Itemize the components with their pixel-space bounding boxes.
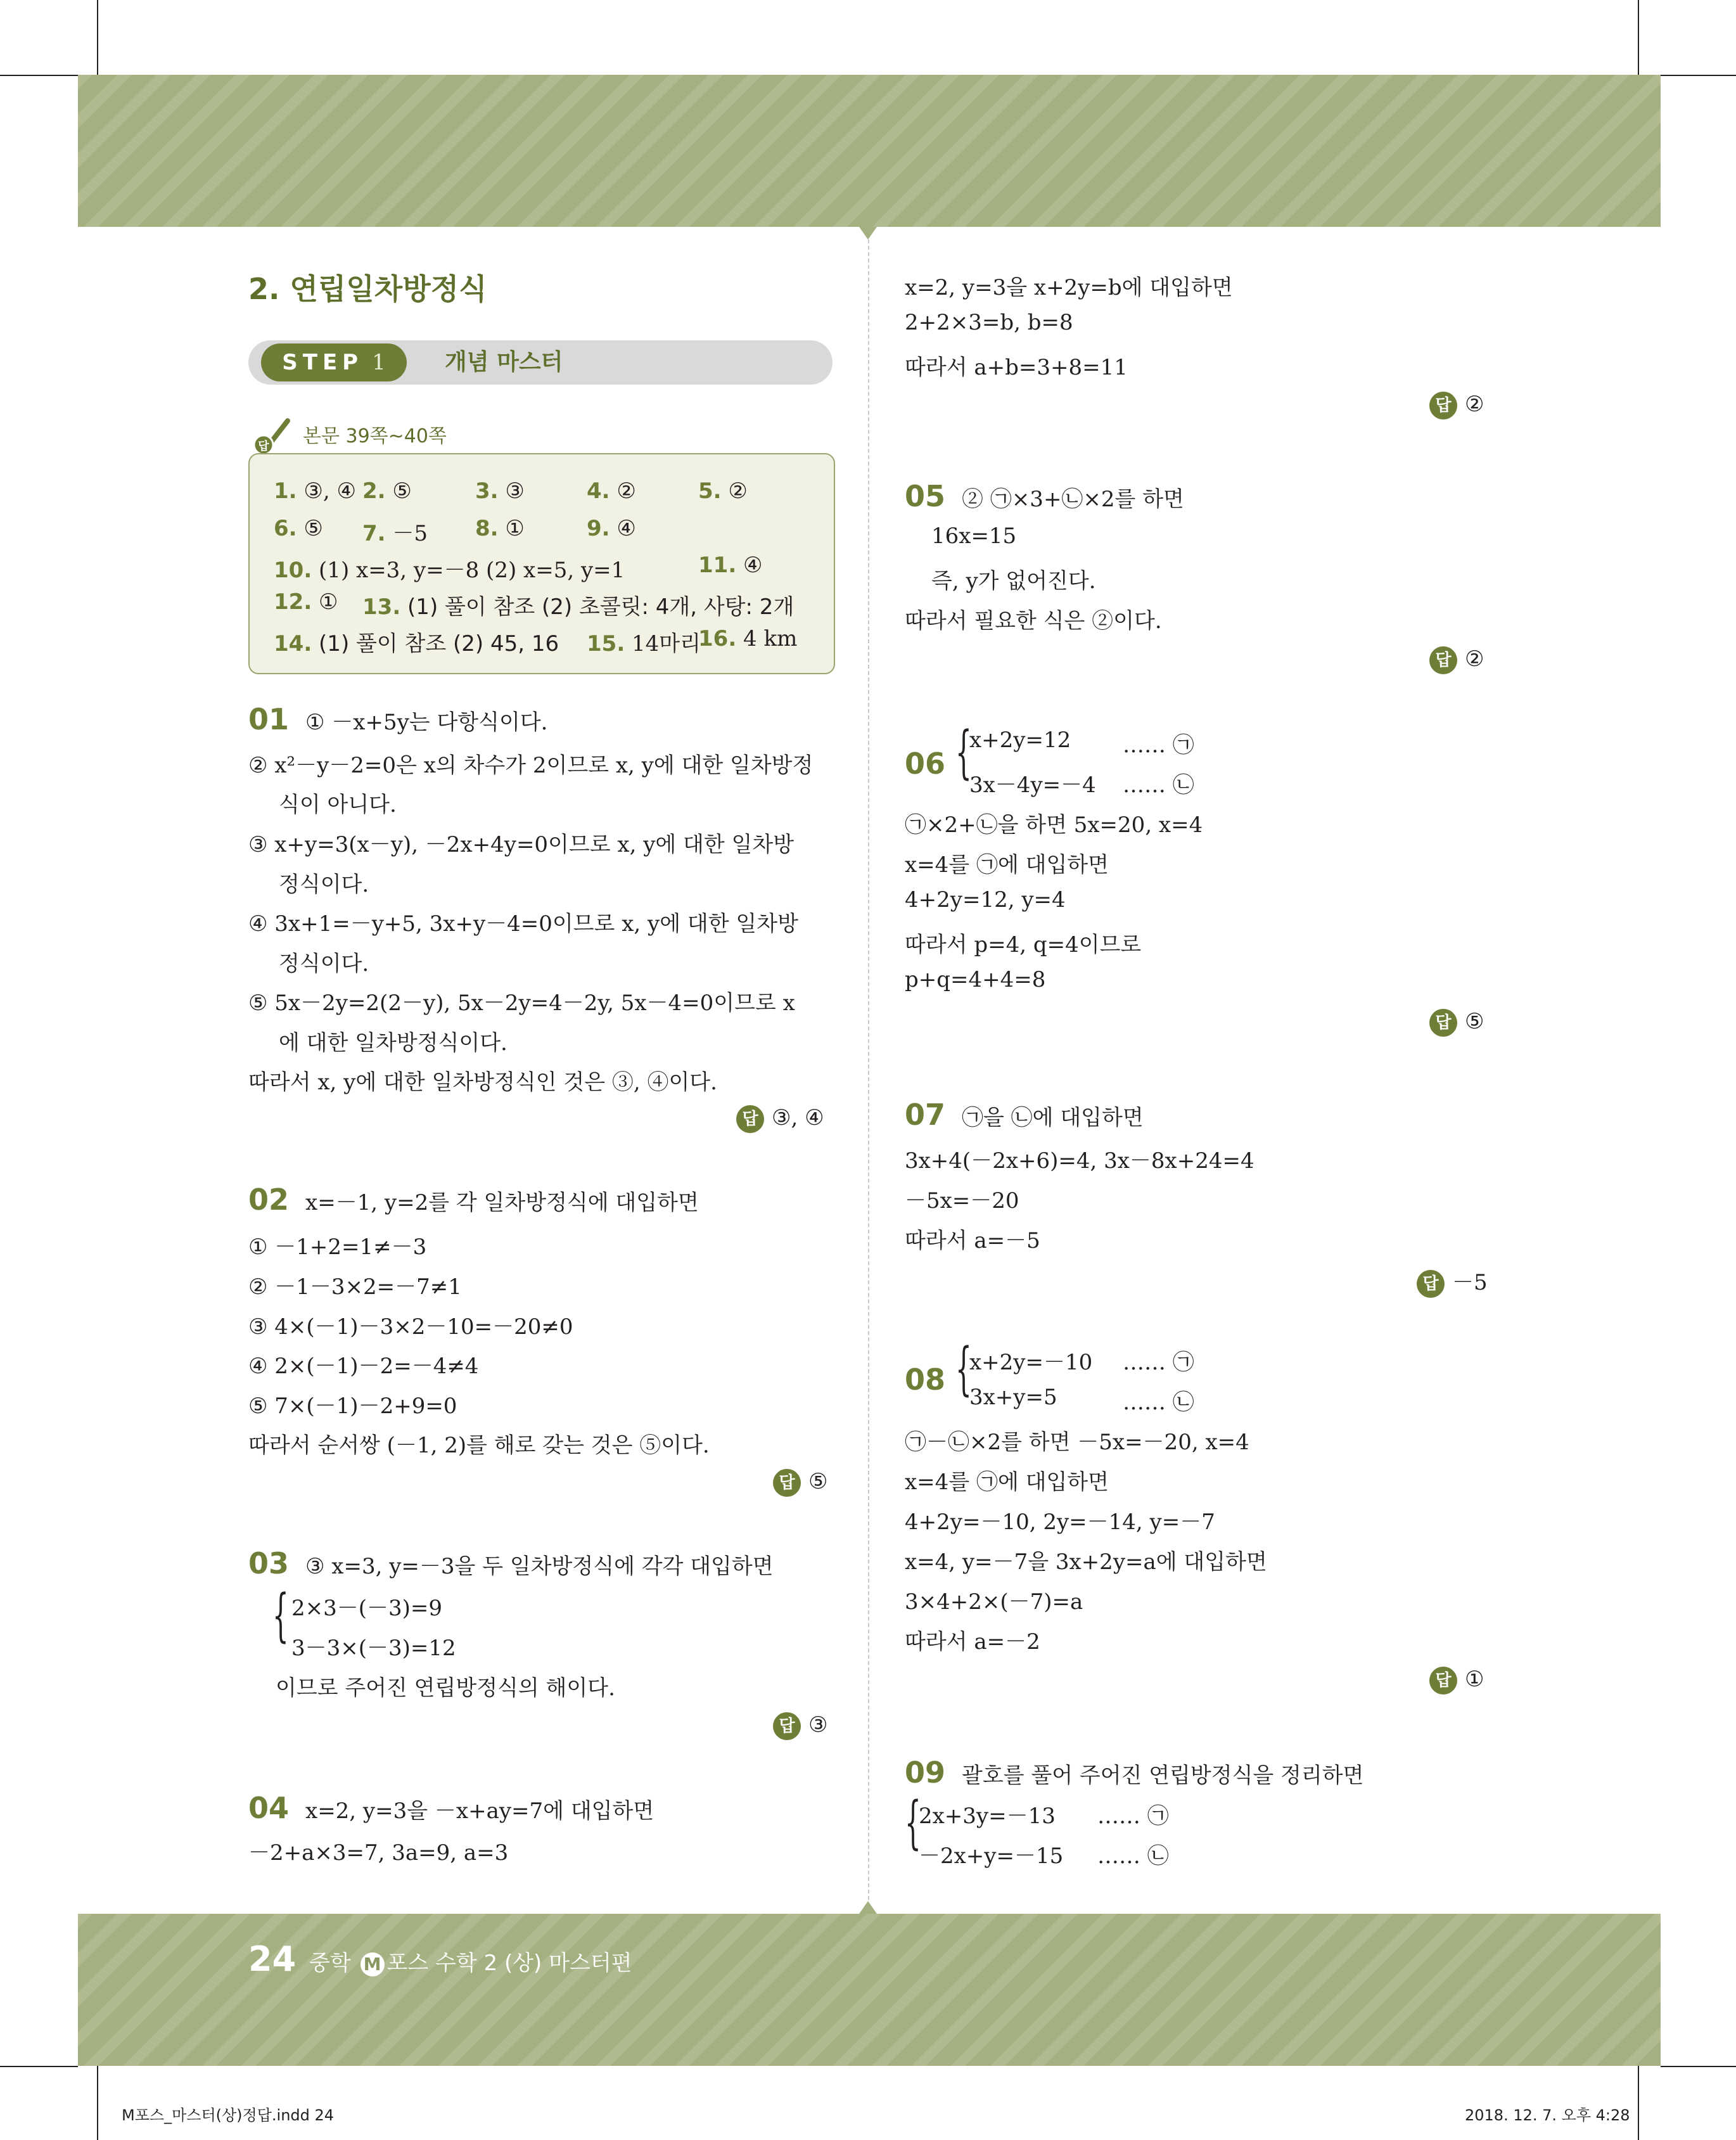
- solution-line: 따라서 p=4, q=4이므로: [905, 932, 1142, 958]
- question-number: 02: [248, 1182, 290, 1217]
- question-05-line: 05 ② ㉠×3+㉡×2를 하면: [905, 479, 1184, 513]
- step-pill: [261, 343, 407, 381]
- step-name: 개념 마스터: [445, 349, 563, 375]
- crop-mark: [0, 2066, 78, 2067]
- question-03-line: 03 ③ x=3, y=－3을 두 일차방정식에 각각 대입하면: [248, 1546, 774, 1580]
- system-tag: …… ㉡: [1123, 772, 1194, 798]
- solution-line: 따라서 순서쌍 (－1, 2)를 해로 갖는 것은 ⑤이다.: [248, 1433, 710, 1458]
- answer-badge: 답: [736, 1105, 764, 1133]
- footer-banner: [78, 1914, 1661, 2066]
- solution-line: ③ x+y=3(x－y), －2x+4y=0이므로 x, y에 대한 일차방: [248, 832, 795, 857]
- system-equation: 3x+y=5: [969, 1385, 1057, 1410]
- solution-line: 따라서 필요한 식은 ②이다.: [905, 608, 1162, 634]
- solution-line: ④ 3x+1=－y+5, 3x+y－4=0이므로 x, y에 대한 일차방: [248, 911, 798, 937]
- solution-line: 따라서 a=－5: [905, 1228, 1040, 1253]
- step-bar: [248, 340, 833, 385]
- solution-line: ⑤ 7×(－1)－2+9=0: [248, 1394, 457, 1419]
- step-label: STEP: [282, 350, 364, 375]
- solution-line: 2+2×3=b, b=8: [905, 310, 1073, 335]
- system-brace: {: [272, 1582, 289, 1649]
- system-equation: －2x+y=－15: [919, 1843, 1064, 1869]
- crop-mark: [1638, 0, 1639, 75]
- solution-line: ㉠×2+㉡을 하면 5x=20, x=4: [905, 812, 1203, 838]
- solution-line: x=4를 ㉠에 대입하면: [905, 852, 1109, 878]
- system-equation: x+2y=12: [969, 727, 1071, 753]
- slug-date: 2018. 12. 7. 오후 4:28: [1465, 2106, 1630, 2124]
- solution-line: 따라서 x, y에 대한 일차방정식인 것은 ③, ④이다.: [248, 1070, 717, 1095]
- system-equation: 2×3－(－3)=9: [291, 1596, 443, 1621]
- solution-line: ② －1－3×2=－7≠1: [248, 1274, 462, 1300]
- solution-line: 따라서 a+b=3+8=11: [905, 355, 1128, 380]
- book-title: 중학 M 포스 수학 2 (상) 마스터편: [309, 1951, 632, 1976]
- system-tag: …… ㉠: [1123, 1350, 1194, 1375]
- answer-badge: 답: [1429, 392, 1457, 420]
- question-07-line: 07 ㉠을 ㉡에 대입하면: [905, 1098, 1144, 1132]
- solution-line: x=4, y=－7을 3x+2y=a에 대입하면: [905, 1549, 1267, 1575]
- solution-line: 식이 아니다.: [279, 792, 397, 817]
- solution-line: ④ 2×(－1)－2=－4≠4: [248, 1354, 479, 1379]
- question-number: 03: [248, 1546, 290, 1580]
- solution-line: p+q=4+4=8: [905, 967, 1046, 992]
- question-number: 04: [248, 1791, 290, 1825]
- answer-icon-label: 답: [258, 440, 269, 453]
- answer-mark: 답 ⑤: [1429, 1009, 1484, 1037]
- section-title: 2. 연립일차방정식: [248, 272, 487, 306]
- system-equation: 2x+3y=－13: [919, 1804, 1056, 1829]
- divider-notch-top: [859, 227, 877, 240]
- solution-line: 즉, y가 없어진다.: [931, 568, 1096, 594]
- solution-line: 3x+4(－2x+6)=4, 3x－8x+24=4: [905, 1148, 1254, 1174]
- solution-line: ② x²－y－2=0은 x의 차수가 2이므로 x, y에 대한 일차방정: [248, 753, 814, 778]
- crop-mark: [0, 75, 78, 76]
- step-number: 1: [372, 350, 386, 375]
- solution-line: 에 대한 일차방정식이다.: [279, 1030, 507, 1056]
- question-number: 09: [905, 1755, 946, 1790]
- question-number: 08: [905, 1362, 946, 1397]
- solution-line: 4+2y=12, y=4: [905, 887, 1066, 913]
- column-divider: [868, 233, 869, 1906]
- solution-line: 정식이다.: [279, 872, 369, 897]
- solution-line: ㉠－㉡×2를 하면 －5x=－20, x=4: [905, 1430, 1249, 1455]
- solution-line: ⑤ 5x－2y=2(2－y), 5x－2y=4－2y, 5x－4=0이므로 x: [248, 990, 795, 1016]
- answer-badge: 답: [1429, 646, 1457, 674]
- solution-line: －5x=－20: [905, 1188, 1019, 1214]
- solution-line: x=2, y=3을 x+2y=b에 대입하면: [905, 275, 1233, 300]
- question-04-line: 04 x=2, y=3을 －x+ay=7에 대입하면: [248, 1791, 654, 1825]
- crop-mark: [97, 2066, 98, 2140]
- crop-mark: [1638, 2066, 1639, 2140]
- system-equation: 3x－4y=－4: [969, 772, 1096, 798]
- answer-badge: 답: [773, 1712, 801, 1740]
- solution-line: 16x=15: [931, 523, 1017, 549]
- solution-line: 3×4+2×(－7)=a: [905, 1589, 1083, 1615]
- question-number: 05: [905, 479, 946, 513]
- solution-line: 따라서 a=－2: [905, 1629, 1040, 1655]
- solution-line: ① －1+2=1≠－3: [248, 1234, 427, 1260]
- system-brace: {: [955, 719, 972, 786]
- crop-mark: [1661, 2066, 1736, 2067]
- system-equation: x+2y=－10: [969, 1350, 1093, 1375]
- question-02-line: 02 x=－1, y=2를 각 일차방정식에 대입하면: [248, 1182, 699, 1217]
- question-number: 06: [905, 746, 946, 781]
- answer-badge: 답: [1429, 1009, 1457, 1037]
- answer-mark: 답 －5: [1417, 1265, 1488, 1298]
- answer-mark: 답 ②: [1429, 646, 1484, 674]
- solution-line: x=4를 ㉠에 대입하면: [905, 1470, 1109, 1495]
- answer-mark: 답 ③: [773, 1712, 827, 1740]
- question-number: 01: [248, 702, 290, 736]
- solution-line: ③ 4×(－1)－3×2－10=－20≠0: [248, 1314, 573, 1340]
- page-reference: 본문 39쪽~40쪽: [303, 425, 447, 447]
- solution-line: 이므로 주어진 연립방정식의 해이다.: [276, 1675, 615, 1701]
- crop-mark: [97, 0, 98, 75]
- header-banner: [78, 75, 1661, 227]
- system-tag: …… ㉠: [1097, 1804, 1169, 1829]
- answer-pencil-icon: [252, 418, 290, 456]
- answer-mark: 답 ⑤: [773, 1469, 827, 1497]
- answer-badge: 답: [1429, 1667, 1457, 1695]
- crop-mark: [1661, 75, 1736, 76]
- answer-badge: 답: [773, 1469, 801, 1497]
- solution-line: 정식이다.: [279, 951, 369, 977]
- divider-notch-bottom: [859, 1901, 877, 1914]
- system-equation: 3－3×(－3)=12: [291, 1636, 456, 1661]
- question-number: 07: [905, 1098, 946, 1132]
- answer-mark: 답 ②: [1429, 392, 1484, 420]
- answer-mark: 답 ①: [1429, 1667, 1484, 1695]
- system-tag: …… ㉠: [1123, 733, 1194, 758]
- question-01-line: 01 ① －x+5y는 다항식이다.: [248, 702, 548, 736]
- system-brace: {: [905, 1790, 921, 1856]
- system-tag: …… ㉡: [1123, 1390, 1194, 1415]
- m-logo-icon: M: [361, 1952, 385, 1977]
- solution-line: 4+2y=－10, 2y=－14, y=－7: [905, 1509, 1215, 1535]
- answer-summary-box: 1. ③, ④ 2. ⑤ 3. ③ 4. ② 5. ② 6. ⑤ 7. －5 8. ① 9. ④ 10. (1) x=3, y=－8 (2) x=5, y=1 11. ④ 12. ① 13. (1) 풀이 참조 (2) 초콜릿: 4개, 사탕: 2개 14. (1) 풀이 참조 (2) 45, 16 15. 14마리 16. 4 km: [248, 453, 835, 674]
- page-number: 24: [248, 1939, 297, 1979]
- question-09-line: 09 괄호를 풀어 주어진 연립방정식을 정리하면: [905, 1755, 1364, 1790]
- system-tag: …… ㉡: [1097, 1843, 1169, 1869]
- solution-line: －2+a×3=7, 3a=9, a=3: [248, 1840, 509, 1866]
- slug-filename: M포스_마스터(상)정답.indd 24: [122, 2106, 335, 2124]
- answer-badge: 답: [1417, 1270, 1445, 1298]
- answer-mark: 답 ③, ④: [736, 1105, 824, 1133]
- system-brace: {: [955, 1336, 972, 1402]
